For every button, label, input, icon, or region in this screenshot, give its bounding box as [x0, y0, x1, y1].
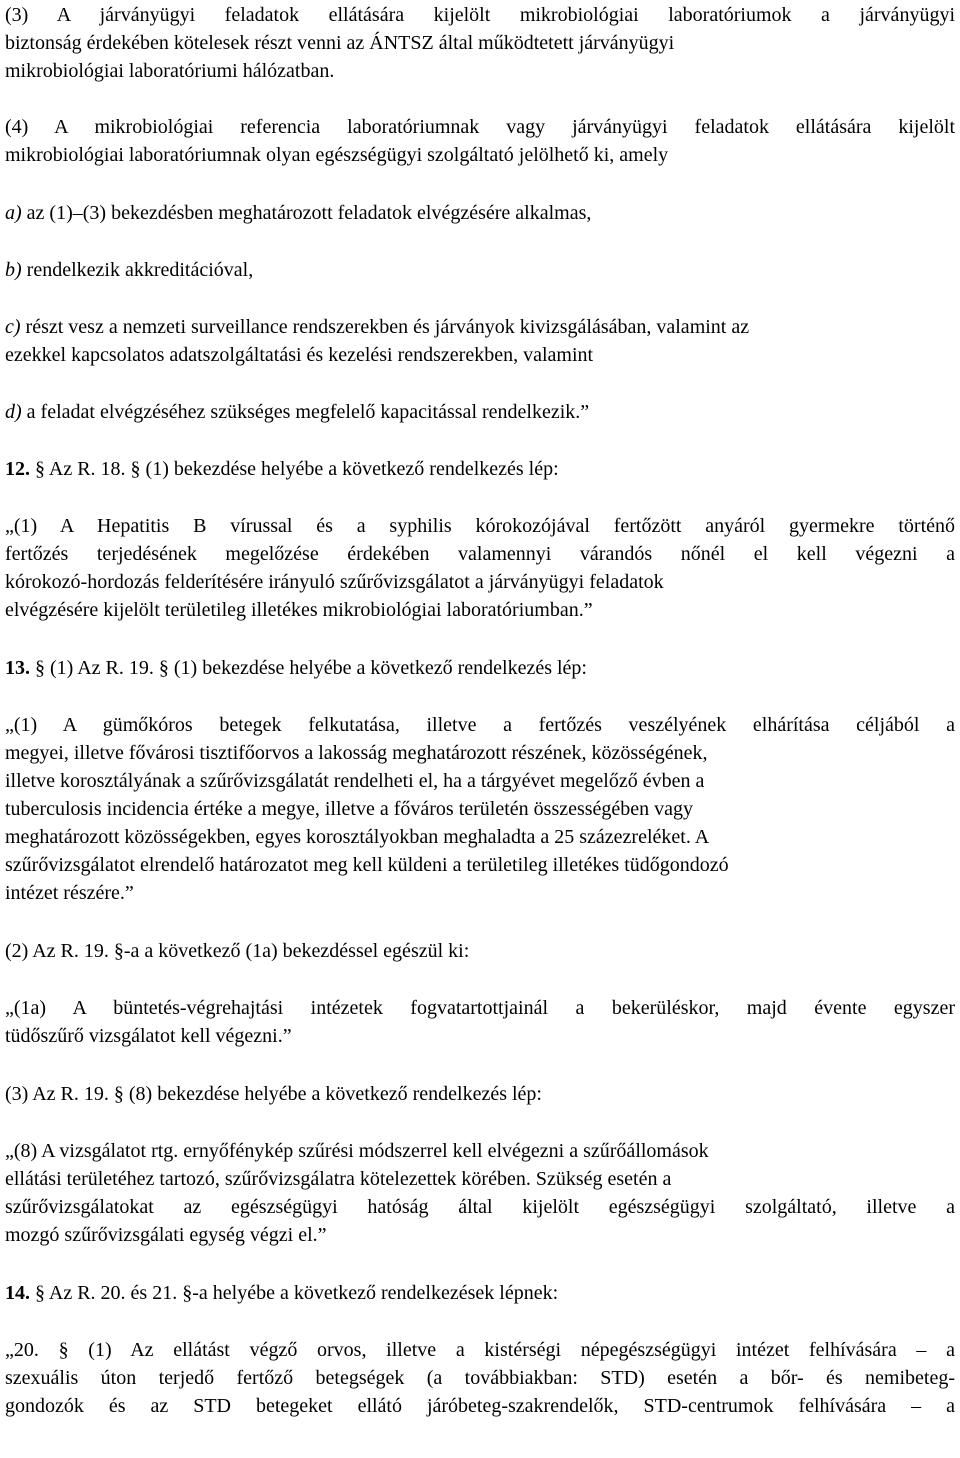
- item-b-letter: b): [5, 259, 22, 281]
- paragraph-3-line-3: mikrobiológiai laboratóriumi hálózatban.: [5, 60, 335, 82]
- item-d-text: a feladat elvégzéséhez szükséges megfelelő kapacitással rendelkezik.”: [21, 401, 590, 423]
- section-14-text: § Az R. 20. és 21. §-a helyébe a következő rendelkezések lépnek:: [30, 1282, 559, 1304]
- quote-13-2-line-1: „(1a) A büntetés-végrehajtási intézetek fogvatartottjainál a bekerüléskor, majd évente egyszer: [5, 997, 955, 1019]
- section-14-heading: [5, 1279, 558, 1307]
- paragraph-3-line-2: biztonság érdekében kötelesek részt venni az ÁNTSZ által működtetett járványügyi: [5, 32, 675, 54]
- quote-13-2-line-2: tüdőszűrő vizsgálatot kell végezni.”: [5, 1025, 292, 1047]
- quote-13-line-1: „(1) A gümőkóros betegek felkutatása, illetve a fertőzés veszélyének elhárítása céljából a: [5, 714, 955, 736]
- quote-13-line-7: intézet részére.”: [5, 882, 134, 904]
- quote-14-line-3: gondozók és az STD betegeket ellátó járóbeteg-szakrendelők, STD-centrumok felhívására – a: [5, 1395, 955, 1417]
- section-13-heading: [5, 654, 587, 682]
- paragraph-4-line-1: (4) A mikrobiológiai referencia laboratóriumnak vagy járványügyi feladatok ellátására kijelölt: [5, 116, 955, 138]
- item-d: [5, 398, 589, 426]
- section-12-heading: [5, 455, 559, 483]
- paragraph-13-2: (2) Az R. 19. §-a a következő (1a) bekezdéssel egészül ki:: [5, 940, 470, 962]
- section-13-text: § (1) Az R. 19. § (1) bekezdése helyébe a következő rendelkezés lép:: [30, 657, 587, 679]
- item-b: [5, 256, 253, 284]
- item-c-letter: c): [5, 316, 21, 338]
- quote-14-line-1: „20. § (1) Az ellátást végző orvos, illetve a kistérségi népegészségügyi intézet felhívására – a: [5, 1339, 955, 1361]
- item-a-letter: a): [5, 202, 22, 224]
- item-c-line-1: [5, 313, 749, 341]
- quote-14-line-2: szexuális úton terjedő fertőző betegségek (a továbbiakban: STD) esetén a bőr- és nemibeteg-: [5, 1367, 955, 1389]
- quote-12-line-3: kórokozó-hordozás felderítésére irányuló szűrővizsgálatot a járványügyi feladatok: [5, 571, 664, 593]
- quote-12-line-2: fertőzés terjedésének megelőzése érdekében valamennyi várandós nőnél el kell végezni a: [5, 543, 955, 565]
- quote-13-3-line-3: szűrővizsgálatokat az egészségügyi hatóság által kijelölt egészségügyi szolgáltató, illetve a: [5, 1196, 955, 1218]
- section-12-number: 12.: [5, 458, 30, 480]
- quote-13-line-2: megyei, illetve fővárosi tisztifőorvos a lakosság meghatározott részének, közösségének,: [5, 742, 708, 764]
- quote-13-line-5: meghatározott közösségekben, egyes korosztályokban meghaladta a 25 százezreléket. A: [5, 826, 710, 848]
- quote-13-3-line-2: ellátási területéhez tartozó, szűrővizsgálatra kötelezettek körében. Szükség esetén a: [5, 1168, 672, 1190]
- item-d-letter: d): [5, 401, 22, 423]
- item-c-text: részt vesz a nemzeti surveillance rendszerekben és járványok kivizsgálásában, valamint az: [20, 316, 750, 338]
- quote-13-line-3: illetve korosztályának a szűrővizsgálatát rendelheti el, ha a tárgyévet megelőző évben a: [5, 770, 705, 792]
- section-13-number: 13.: [5, 657, 30, 679]
- quote-13-line-4: tuberculosis incidencia értéke a megye, illetve a főváros területén összességében vagy: [5, 798, 694, 820]
- paragraph-4-line-2: mikrobiológiai laboratóriumnak olyan egészségügyi szolgáltató jelölhető ki, amely: [5, 144, 669, 166]
- quote-13-3-line-1: „(8) A vizsgálatot rtg. ernyőfénykép szűrési módszerrel kell elvégezni a szűrőállomások: [5, 1140, 709, 1162]
- section-14-number: 14.: [5, 1282, 30, 1304]
- item-a: [5, 199, 591, 227]
- quote-12-line-1: „(1) A Hepatitis B vírussal és a syphilis kórokozójával fertőzött anyáról gyermekre történő: [5, 515, 955, 537]
- paragraph-13-3: (3) Az R. 19. § (8) bekezdése helyébe a következő rendelkezés lép:: [5, 1083, 542, 1105]
- item-c-line-2: ezekkel kapcsolatos adatszolgáltatási és kezelési rendszerekben, valamint: [5, 344, 594, 366]
- paragraph-3-line-1: (3) A járványügyi feladatok ellátására kijelölt mikrobiológiai laboratóriumok a járványügyi: [5, 4, 955, 26]
- section-12-text: § Az R. 18. § (1) bekezdése helyébe a következő rendelkezés lép:: [30, 458, 559, 480]
- item-b-text: rendelkezik akkreditációval,: [21, 259, 254, 281]
- item-a-text: az (1)–(3) bekezdésben meghatározott feladatok elvégzésére alkalmas,: [21, 202, 592, 224]
- quote-13-3-line-4: mozgó szűrővizsgálati egység végzi el.”: [5, 1224, 327, 1246]
- quote-13-line-6: szűrővizsgálatot elrendelő határozatot meg kell küldeni a területileg illetékes tüdőgondozó: [5, 854, 729, 876]
- quote-12-line-4: elvégzésére kijelölt területileg illetékes mikrobiológiai laboratóriumban.”: [5, 599, 593, 621]
